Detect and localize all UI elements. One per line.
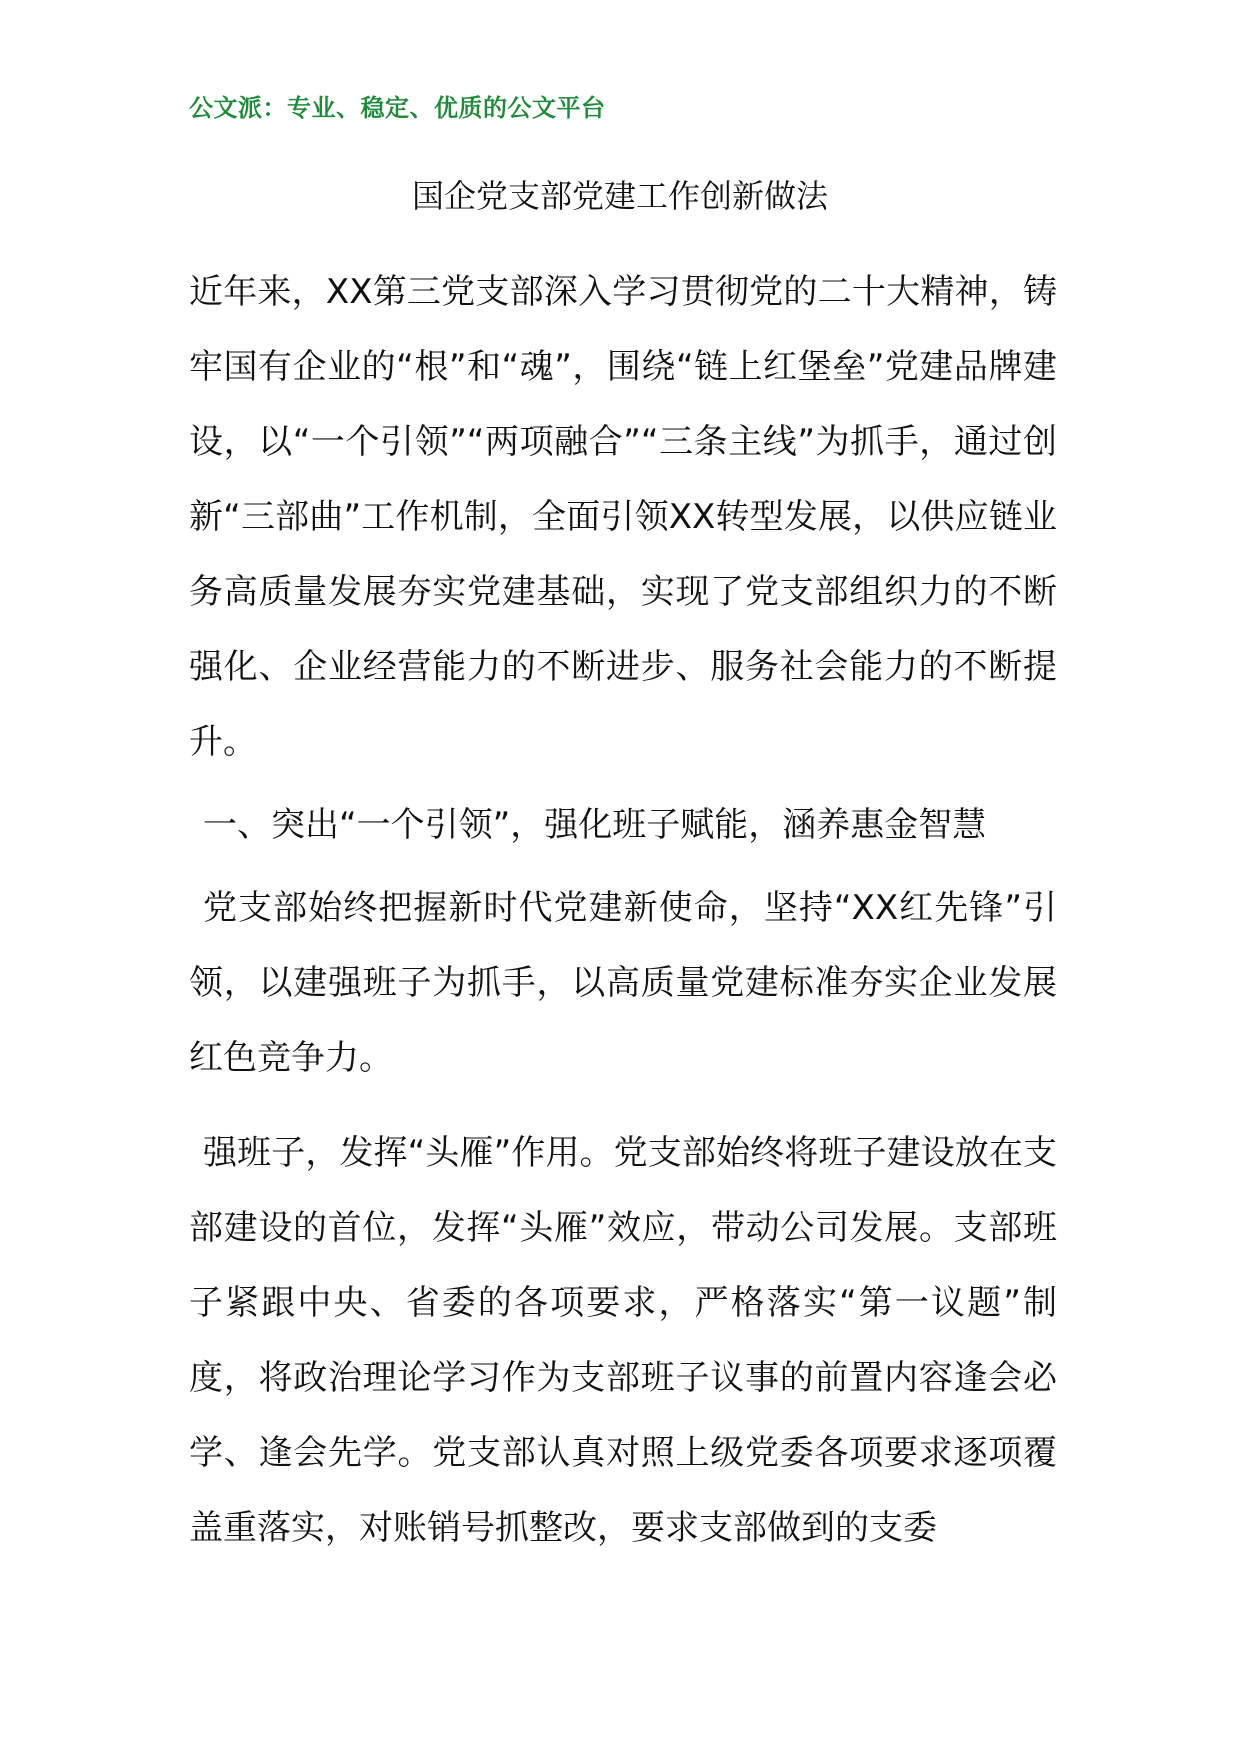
document-body <box>189 255 1057 1566</box>
document-title: 国企党支部党建工作创新做法 <box>411 177 828 215</box>
body-paragraph: 强班子，发挥“头雁”作用。党支部始终将班子建设放在支部建设的首位，发挥“头雁”效应，带动公司发展。支部班子紧跟中央、省委的各项要求，严格落实“第一议题”制度，将政治理论学习作为支部班子议事的前置内容逢会必学、逢会先学。党支部认真对照上级党委各项要求逐项覆盖重落实，对账销号抓整改，要求支部做到的支委 <box>189 1133 1057 1548</box>
intro-paragraph: 近年来，XX第三党支部深入学习贯彻党的二十大精神，铸牢国有企业的“根”和“魂”，围绕“链上红堡垒”党建品牌建设，以“一个引领”“两项融合”“三条主线”为抓手，通过创新“三部曲”工作机制，全面引领XX转型发展，以供应链业务高质量发展夯实党建基础，实现了党支部组织力的不断强化、企业经营能力的不断进步、服务社会能力的不断提升。 <box>189 272 1057 762</box>
site-slogan: 公文派：专业、稳定、优质的公文平台 <box>189 94 606 122</box>
body-paragraph: 党支部始终把握新时代党建新使命，坚持“XX红先锋”引领，以建强班子为抓手，以高质量党建标准夯实企业发展红色竞争力。 <box>189 888 1057 1078</box>
section-heading: 一、突出“一个引领”，强化班子赋能，涵养惠金智慧 <box>203 805 987 845</box>
